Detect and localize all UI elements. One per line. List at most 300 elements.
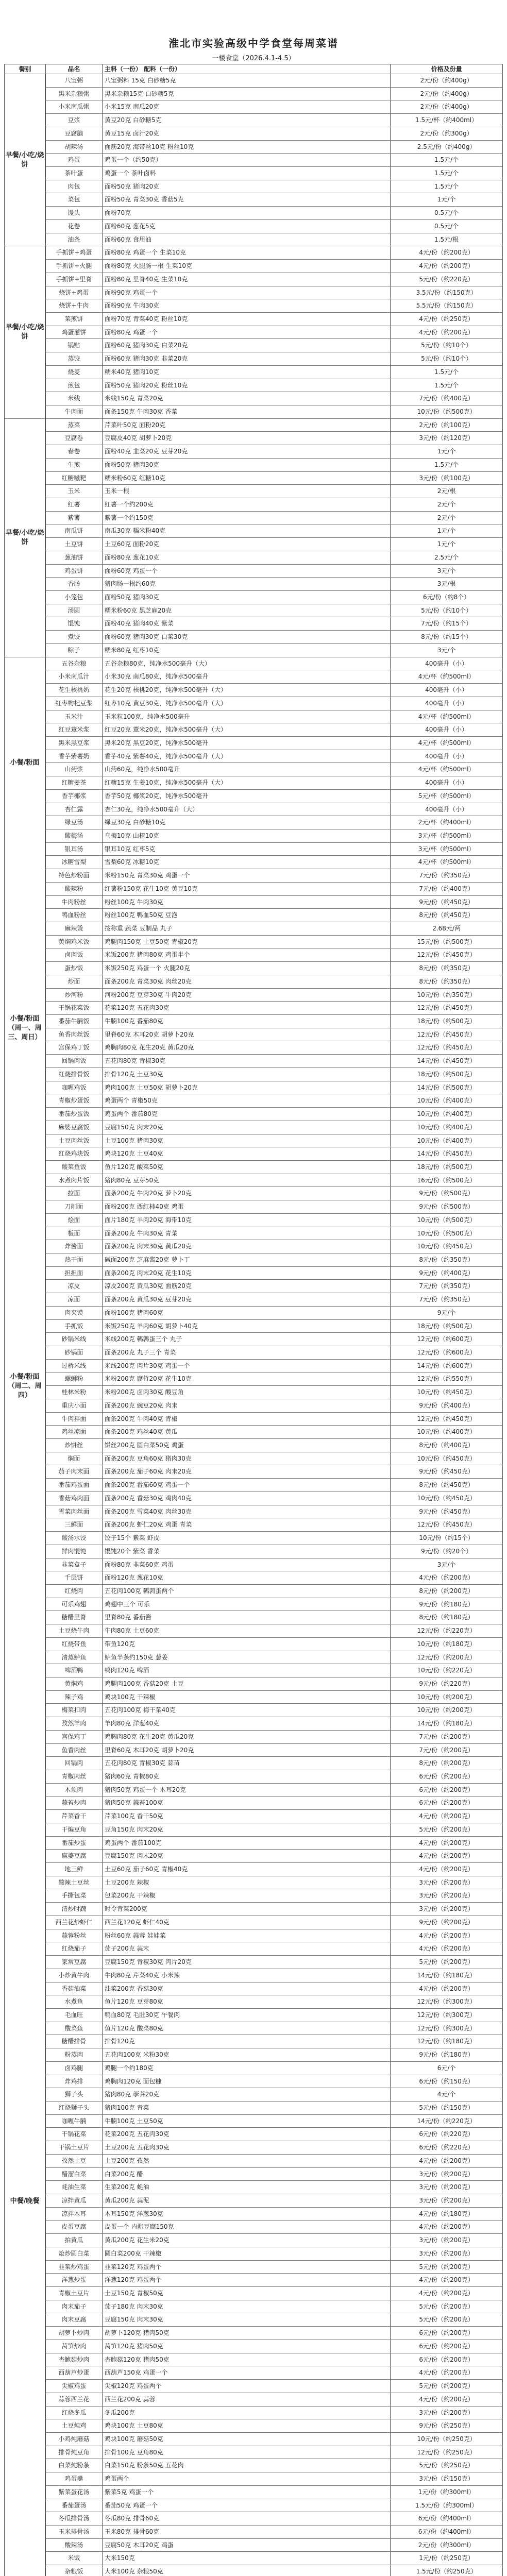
dish-price: 12元/份（约250克） — [391, 2446, 503, 2459]
table-row — [4, 326, 503, 340]
dish-name: 鸡蛋羹 — [46, 2472, 103, 2485]
dish-ingredients: 排骨120克 — [103, 2035, 391, 2048]
table-row — [4, 2366, 503, 2380]
dish-ingredients: 鸡块100克 土豆80克 — [103, 2419, 391, 2432]
dish-price: 1元/个 — [391, 524, 503, 537]
dish-price: 2.5元/个 — [391, 551, 503, 564]
dish-ingredients: 茄子200克 蒜末 — [103, 1942, 391, 1955]
table-row — [4, 1638, 503, 1651]
dish-name: 红枣枸杞豆浆 — [46, 697, 103, 710]
table-row — [4, 1333, 503, 1346]
dish-ingredients: 豆腐150克 肉末30克 — [103, 2313, 391, 2326]
dish-name: 千层饼 — [46, 1571, 103, 1584]
dish-ingredients: 猪肉100克 青菜 — [103, 2102, 391, 2114]
dish-ingredients: 黄豆20克 白砂糖5克 — [103, 114, 391, 127]
table-row — [4, 2035, 503, 2048]
dish-name: 煎包 — [46, 379, 103, 392]
dish-price: 3元/份（约100克） — [391, 472, 503, 485]
table-row — [4, 2406, 503, 2420]
dish-price: 10元/份（约220克） — [391, 1664, 503, 1677]
dish-price: 14元/份（约220克） — [391, 2115, 503, 2128]
dish-ingredients: 面粉50克 猪肉20克 粉丝10克 — [103, 379, 391, 392]
header-name: 品名 — [46, 64, 103, 74]
table-row — [4, 936, 503, 949]
dish-price: 4元/份（约200克） — [391, 246, 503, 259]
table-row — [4, 2419, 503, 2433]
table-row — [4, 1916, 503, 1929]
dish-name: 冬瓜排骨汤 — [46, 2512, 103, 2525]
table-row — [4, 1611, 503, 1624]
table-row — [4, 459, 503, 472]
table-row — [4, 1518, 503, 1532]
table-row — [4, 1757, 503, 1770]
dish-name: 鸡丝凉面 — [46, 1426, 103, 1438]
dish-name: 烧饼+鸡蛋 — [46, 286, 103, 299]
dish-name: 番茄炒蛋饭 — [46, 1108, 103, 1121]
dish-ingredients: 杏鲍菇120克 猪肉50克 — [103, 2353, 391, 2366]
dish-ingredients: 带鱼120克 — [103, 1638, 391, 1651]
dish-name: 咖喱鸡饭 — [46, 1081, 103, 1094]
dish-name: 煮饺 — [46, 631, 103, 643]
dish-name: 烧麦 — [46, 366, 103, 379]
dish-ingredients: 面条150克 牛肉30克 香菜 — [103, 405, 391, 418]
dish-ingredients: 鸡块120克 土豆40克 — [103, 1147, 391, 1160]
dish-name: 砂锅米线 — [46, 1333, 103, 1346]
dish-ingredients: 面粉70克 青菜40克 粉丝10克 — [103, 313, 391, 326]
category-label: 小餐/粉面（周二、周四） — [4, 1188, 45, 1585]
dish-ingredients: 番茄50克 鸡蛋一个 — [103, 2499, 391, 2512]
dish-ingredients: 米饭200克 猪肉80克 鸡蛋半个 — [103, 948, 391, 961]
table-row — [4, 432, 503, 445]
dish-ingredients: 玉米一根 — [103, 485, 391, 498]
dish-price: 4元/份（约200克） — [391, 260, 503, 273]
table-row — [4, 697, 503, 710]
table-row — [4, 604, 503, 618]
dish-name: 豆腐卷 — [46, 432, 103, 445]
dish-name: 蒜蓉粉丝 — [46, 1929, 103, 1942]
table-row — [4, 565, 503, 578]
dish-ingredients: 粉丝60克 蒜蓉 娃娃菜 — [103, 1929, 391, 1942]
table-row — [4, 869, 503, 883]
dish-name: 玉米汁 — [46, 710, 103, 723]
dish-name: 干锅土豆片 — [46, 2141, 103, 2154]
table-row — [4, 1664, 503, 1677]
table-row — [4, 1200, 503, 1214]
dish-name: 豆浆 — [46, 114, 103, 127]
dish-name: 雪菜肉丝面 — [46, 1505, 103, 1518]
table-row — [4, 1253, 503, 1267]
dish-name: 紫薯 — [46, 512, 103, 524]
dish-name: 茄子肉末面 — [46, 1465, 103, 1478]
dish-name: 油条 — [46, 233, 103, 246]
dish-price: 4元/份（约200克） — [391, 1810, 503, 1823]
table-row — [4, 2300, 503, 2314]
dish-price: 6元/份（约400ml） — [391, 2526, 503, 2538]
dish-price: 7元/份（约350克） — [391, 869, 503, 882]
dish-name: 黑米杂粮粥 — [46, 88, 103, 100]
dish-price: 400毫升（小） — [391, 750, 503, 763]
dish-ingredients: 凉皮200克 黄瓜30克 面筋20克 — [103, 1280, 391, 1293]
dish-price: 9元/份（约400克） — [391, 1399, 503, 1412]
dish-name: 红烧狮子头 — [46, 2102, 103, 2114]
dish-price: 4元/份（约200克） — [391, 1982, 503, 1995]
dish-price: 6元/份（约200克） — [391, 2340, 503, 2353]
dish-name: 酸辣粉 — [46, 883, 103, 895]
dish-ingredients: 面片180克 羊肉20克 海带10克 — [103, 1214, 391, 1227]
table-row — [4, 74, 503, 88]
dish-name: 米饭 — [46, 2552, 103, 2565]
dish-price: 2元/份（约300g） — [391, 127, 503, 140]
dish-price: 14元/份（约180克） — [391, 1969, 503, 1982]
dish-name: 红薯 — [46, 498, 103, 511]
dish-name: 牛肉拌面 — [46, 1413, 103, 1426]
dish-ingredients: 豆腐150克 肉末20克 — [103, 1850, 391, 1862]
dish-price: 4元/份（约200克） — [391, 1863, 503, 1876]
dish-name: 回锅肉饭 — [46, 1055, 103, 1067]
header-category: 餐别 — [5, 64, 46, 74]
dish-name: 牛肉粉丝 — [46, 896, 103, 909]
dish-name: 砂锅面 — [46, 1346, 103, 1359]
dish-price: 9元/份（约250克） — [391, 2419, 503, 2432]
dish-ingredients: 牛肉80克 土豆60克 — [103, 1624, 391, 1637]
dish-name: 小米南瓜粥 — [46, 100, 103, 113]
dish-price: 12元/份（约300克） — [391, 1995, 503, 2008]
table-row — [4, 2274, 503, 2287]
dish-price: 1元/份（约300ml） — [391, 2486, 503, 2499]
dish-name: 香菇油菜 — [46, 1982, 103, 1995]
dish-ingredients: 米粉150克 青菜30克 鸡蛋一个 — [103, 869, 391, 882]
dish-name: 炒饼丝 — [46, 1439, 103, 1452]
dish-ingredients: 胡萝卜120克 猪肉50克 — [103, 2327, 391, 2340]
dish-ingredients: 米饭250克 羊肉60克 胡萝卜40克 — [103, 1320, 391, 1333]
dish-ingredients: 土豆60克 茄子60克 青椒40克 — [103, 1863, 391, 1876]
dish-price: 4元/杯（约500ml） — [391, 856, 503, 869]
table-row — [4, 167, 503, 180]
dish-price: 3元/份（约200克） — [391, 2406, 503, 2419]
table-row — [4, 2194, 503, 2208]
dish-price: 5元/份（约220克） — [391, 273, 503, 286]
table-row — [4, 2075, 503, 2089]
dish-price: 6元/份（约400ml） — [391, 2512, 503, 2525]
dish-ingredients: 时令青菜200克 — [103, 1903, 391, 1916]
dish-ingredients: 红枣10克 黄豆30克，纯净水500毫升（大） — [103, 697, 391, 710]
menu-table — [4, 64, 503, 2576]
dish-ingredients: 五花肉80克 青椒30克 蒜苗 — [103, 1757, 391, 1770]
table-row — [4, 1770, 503, 1784]
dish-name: 馒头 — [46, 207, 103, 219]
dish-price: 18元/份（约500克） — [391, 1068, 503, 1081]
dish-name: 香芋紫薯奶 — [46, 750, 103, 763]
dish-ingredients: 鸡胸肉80克 花生20克 黄瓜20克 — [103, 1731, 391, 1743]
dish-name: 酸辣土豆丝 — [46, 1876, 103, 1889]
dish-price: 6元/个 — [391, 2062, 503, 2075]
dish-ingredients: 紫菜5克 鸡蛋一个 — [103, 2486, 391, 2499]
dish-price: 12元/份（约450克） — [391, 1413, 503, 1426]
dish-price: 5元/杯（约500ml） — [391, 790, 503, 803]
dish-name: 小炒黄牛肉 — [46, 1969, 103, 1982]
dish-price: 0.5元/个 — [391, 207, 503, 219]
dish-ingredients: 猪肉50克 蒜苔100克 — [103, 1797, 391, 1809]
dish-price: 10元/份（约500克） — [391, 1214, 503, 1227]
dish-ingredients: 面条200克 茄子60克 肉末20克 — [103, 1465, 391, 1478]
dish-price: 5元/份（约150克） — [391, 2102, 503, 2114]
dish-price: 4元/份（约200克） — [391, 1929, 503, 1942]
table-row — [4, 2526, 503, 2539]
table-row — [4, 1810, 503, 1823]
dish-ingredients: 鸡肉100克 土豆50克 胡萝卜20克 — [103, 1081, 391, 1094]
dish-name: 孜然土豆 — [46, 2155, 103, 2167]
table-row — [4, 1876, 503, 1890]
dish-price: 5.5元/份（约150克） — [391, 299, 503, 312]
dish-price: 2.5元/份（约400g） — [391, 141, 503, 154]
table-row — [4, 2380, 503, 2393]
dish-price: 1.5元/份（约250克） — [391, 2565, 503, 2576]
dish-name: 八宝粥 — [46, 74, 103, 87]
dish-ingredients: 土豆200克 孜然 — [103, 2155, 391, 2167]
dish-ingredients: 玉米粒100克，纯净水500毫升 — [103, 710, 391, 723]
dish-name: 玉米排骨汤 — [46, 2526, 103, 2538]
dish-name: 南瓜饼 — [46, 524, 103, 537]
table-row — [4, 419, 503, 432]
dish-price: 14元/份（约180克） — [391, 1717, 503, 1730]
dish-price: 8元/份（约450克） — [391, 1479, 503, 1492]
table-row — [4, 1426, 503, 1439]
table-row — [4, 379, 503, 393]
dish-name: 清蒸鲈鱼 — [46, 1651, 103, 1664]
dish-ingredients: 面筋20克 海带丝10克 粉丝10克 — [103, 141, 391, 154]
dish-price: 3元/杯（约500ml） — [391, 843, 503, 856]
table-row — [4, 1850, 503, 1863]
table-row — [4, 1479, 503, 1492]
dish-price: 6元/份（约220克） — [391, 2128, 503, 2141]
dish-name: 干锅花菜饭 — [46, 1002, 103, 1014]
dish-ingredients: 面条200克 肉末30克 黄瓜20克 — [103, 1240, 391, 1253]
dish-name: 担担面 — [46, 1267, 103, 1280]
table-row — [4, 1969, 503, 1982]
dish-price: 400毫升（小） — [391, 697, 503, 710]
dish-name: 鸡蛋 — [46, 154, 103, 166]
table-row — [4, 922, 503, 936]
dish-ingredients: 紫薯一个约150克 — [103, 512, 391, 524]
dish-name: 卤鸡腿 — [46, 2062, 103, 2075]
dish-name: 清炒时蔬 — [46, 1903, 103, 1916]
table-row — [4, 2088, 503, 2102]
dish-ingredients: 面粉60克 猪肉30克 白菜30克 — [103, 631, 391, 643]
dish-name: 炸鸡排 — [46, 2075, 103, 2088]
dish-ingredients: 五花肉100克 鹌鹑蛋两个 — [103, 1585, 391, 1598]
table-row — [4, 127, 503, 141]
dish-name: 宫保鸡丁 — [46, 1731, 103, 1743]
dish-price: 10元/份（约450克） — [391, 1386, 503, 1399]
dish-price: 2元/份（约400g） — [391, 88, 503, 100]
dish-name: 粽子 — [46, 644, 103, 657]
dish-ingredients: 鸡蛋两个 番茄100克 — [103, 1837, 391, 1850]
table-row — [4, 2486, 503, 2499]
dish-price: 6元/份（约200克） — [391, 1770, 503, 1783]
dish-ingredients: 面条200克 雪菜40克 肉丝30克 — [103, 1505, 391, 1518]
table-row — [4, 1015, 503, 1028]
table-row — [4, 1121, 503, 1134]
table-row — [4, 1982, 503, 1996]
dish-name: 啤酒鸭 — [46, 1664, 103, 1677]
dish-ingredients: 鸡胸肉80克 花生20克 黄瓜20克 — [103, 1041, 391, 1054]
table-row — [4, 1571, 503, 1585]
dish-ingredients: 黑米杂粮15克 白砂糖5克 — [103, 88, 391, 100]
dish-name: 干锅花菜 — [46, 2128, 103, 2141]
table-row — [4, 1903, 503, 1916]
dish-price: 4元/份（约200克） — [391, 1850, 503, 1862]
dish-ingredients: 八宝粥料 15克 白砂糖5克 — [103, 74, 391, 87]
dish-name: 麻辣烫 — [46, 922, 103, 935]
dish-price: 16元/份（约500克） — [391, 1174, 503, 1187]
dish-price: 10元/份（约450克） — [391, 1492, 503, 1505]
dish-price: 5元/份（约200克） — [391, 2300, 503, 2313]
dish-price: 3元/份（约200克） — [391, 2181, 503, 2194]
dish-price: 9元/个 — [391, 1307, 503, 1319]
dish-price: 10元/份（约450克） — [391, 1240, 503, 1253]
dish-ingredients: 面粉80克 火腿肠一根 生菜10克 — [103, 260, 391, 273]
table-row — [4, 1585, 503, 1598]
dish-ingredients: 冬瓜80克 排骨60克 — [103, 2512, 391, 2525]
dish-ingredients: 面粉90克 牛肉30克 — [103, 299, 391, 312]
table-row — [4, 1068, 503, 1081]
dish-ingredients: 面条200克 牛肉30克 青菜 — [103, 1227, 391, 1240]
dish-name: 番茄牛腩饭 — [46, 1015, 103, 1028]
dish-ingredients: 洋葱120克 鸡蛋两个 — [103, 2274, 391, 2286]
table-row — [4, 2512, 503, 2526]
dish-name: 烧饼+牛肉 — [46, 299, 103, 312]
table-row — [4, 88, 503, 101]
dish-ingredients: 杏仁30克，纯净水500毫升（大） — [103, 803, 391, 816]
dish-name: 咖喱牛腩 — [46, 2115, 103, 2128]
dish-name: 玉米 — [46, 485, 103, 498]
dish-price: 8元/份（约200克） — [391, 1585, 503, 1598]
header-price: 价格及份量 — [391, 64, 503, 74]
dish-name: 牛肉面 — [46, 405, 103, 418]
dish-name: 辣子鸡 — [46, 1691, 103, 1704]
table-row — [4, 1505, 503, 1519]
dish-ingredients: 猪肉50克 鸡蛋一个 木耳20克 — [103, 1784, 391, 1797]
table-row — [4, 260, 503, 273]
dish-name: 黄焖鸡 — [46, 1677, 103, 1690]
table-row — [4, 1214, 503, 1227]
dish-ingredients: 面粉80克 葱花10克 — [103, 551, 391, 564]
dish-ingredients: 面条200克 丸子三个 青菜 — [103, 1346, 391, 1359]
dish-name: 山药浆 — [46, 763, 103, 776]
dish-ingredients: 黄瓜200克 蒜泥 — [103, 2194, 391, 2207]
dish-ingredients: 面粉200克 西红柿40克 鸡蛋 — [103, 1200, 391, 1213]
table-row — [4, 2128, 503, 2141]
dish-ingredients: 里脊80克 番茄酱 — [103, 1611, 391, 1624]
table-row — [4, 220, 503, 233]
dish-name: 皮蛋豆腐 — [46, 2221, 103, 2233]
dish-name: 胡辣汤 — [46, 141, 103, 154]
dish-name: 鸭血粉丝 — [46, 909, 103, 922]
dish-name: 热干面 — [46, 1253, 103, 1266]
dish-name: 银耳汤 — [46, 843, 103, 856]
dish-price: 400毫升（小） — [391, 684, 503, 697]
dish-price: 4元/份（约200克） — [391, 1571, 503, 1584]
dish-name: 红烧冬瓜 — [46, 2406, 103, 2419]
dish-ingredients: 包菜200克 干辣椒 — [103, 1889, 391, 1902]
dish-name: 酸汤水饺 — [46, 1532, 103, 1545]
table-row — [4, 339, 503, 352]
dish-name: 酸菜鱼 — [46, 2022, 103, 2035]
dish-price: 9元/份（约400克） — [391, 1267, 503, 1280]
dish-ingredients: 鸡腿肉100克 香菇20克 土豆 — [103, 1677, 391, 1690]
dish-name: 板面 — [46, 1227, 103, 1240]
dish-name: 番茄鸡蛋面 — [46, 1479, 103, 1492]
table-row — [4, 1558, 503, 1572]
table-row — [4, 1346, 503, 1360]
dish-ingredients: 土豆60克 面粉20克 — [103, 538, 391, 551]
table-row — [4, 631, 503, 644]
dish-price: 400毫升（小） — [391, 803, 503, 816]
dish-price: 10元/份（约500克） — [391, 1227, 503, 1240]
dish-ingredients: 香芋50克 椰浆20克，纯净水500毫升 — [103, 790, 391, 803]
table-row — [4, 114, 503, 127]
table-row — [4, 352, 503, 366]
dish-price: 10元/份（约450克） — [391, 1452, 503, 1465]
table-row — [4, 392, 503, 405]
dish-price: 4元/杯（约500ml） — [391, 710, 503, 723]
dish-ingredients: 面粉40克 韭菜20克 豆芽20克 — [103, 445, 391, 458]
dish-price: 4元/份（约200克） — [391, 2155, 503, 2167]
dish-price: 5元/份（约200克） — [391, 2261, 503, 2274]
dish-name: 手抓饼+里脊 — [46, 273, 103, 286]
table-row — [4, 1731, 503, 1744]
dish-ingredients: 鸭肉120克 啤酒 — [103, 1664, 391, 1677]
table-row — [4, 313, 503, 326]
dish-name: 芹菜香干 — [46, 1810, 103, 1823]
dish-ingredients: 猪肉肠一根约60克 — [103, 578, 391, 590]
dish-price: 12元/份（约450克） — [391, 1028, 503, 1041]
table-row — [4, 180, 503, 194]
dish-price: 9元/份（约500克） — [391, 1200, 503, 1213]
dish-name: 鱼香肉丝 — [46, 1744, 103, 1757]
dish-name: 花卷 — [46, 220, 103, 233]
table-body — [4, 74, 503, 2576]
dish-ingredients: 红薯粉150克 花生10克 黄豆10克 — [103, 883, 391, 895]
dish-ingredients: 米粉200克 卤肉30克 酸豆角 — [103, 1386, 391, 1399]
dish-name: 黄焖鸡米饭 — [46, 936, 103, 948]
table-row — [4, 856, 503, 869]
dish-ingredients: 面粉80克 里脊40克 生菜10克 — [103, 273, 391, 286]
dish-name: 蒸饺 — [46, 352, 103, 365]
dish-ingredients: 饺子15个 紫菜 虾皮 — [103, 1532, 391, 1545]
dish-ingredients: 米线200克 肉片30克 鸡蛋一个 — [103, 1360, 391, 1372]
dish-name: 卤肉饭 — [46, 948, 103, 961]
dish-price: 1.5元/个 — [391, 180, 503, 193]
dish-price: 1元/个 — [391, 445, 503, 458]
category-label: 小餐/粉面 — [4, 657, 45, 869]
dish-name: 花生核桃奶 — [46, 684, 103, 697]
dish-price: 9元/份（约20个） — [391, 1545, 503, 1558]
dish-price: 400毫升（小） — [391, 723, 503, 736]
dish-name: 鸡蛋饼 — [46, 565, 103, 578]
header-ingredients: 主料（一份） 配料（一份） — [103, 64, 391, 74]
dish-price: 3元/份（约200克） — [391, 1876, 503, 1889]
dish-name: 手抓饼+鸡蛋 — [46, 246, 103, 259]
table-row — [4, 1823, 503, 1837]
dish-ingredients: 鱼片120克 豆芽80克 — [103, 1995, 391, 2008]
dish-price: 4元/杯（约500ml） — [391, 670, 503, 683]
dish-name: 梅菜扣肉 — [46, 1704, 103, 1717]
table-row — [4, 1041, 503, 1055]
dish-name: 鲜肉馄饨 — [46, 1545, 103, 1558]
dish-price: 1.5元/个 — [391, 366, 503, 379]
dish-ingredients: 生菜200克 蚝油 — [103, 2181, 391, 2194]
